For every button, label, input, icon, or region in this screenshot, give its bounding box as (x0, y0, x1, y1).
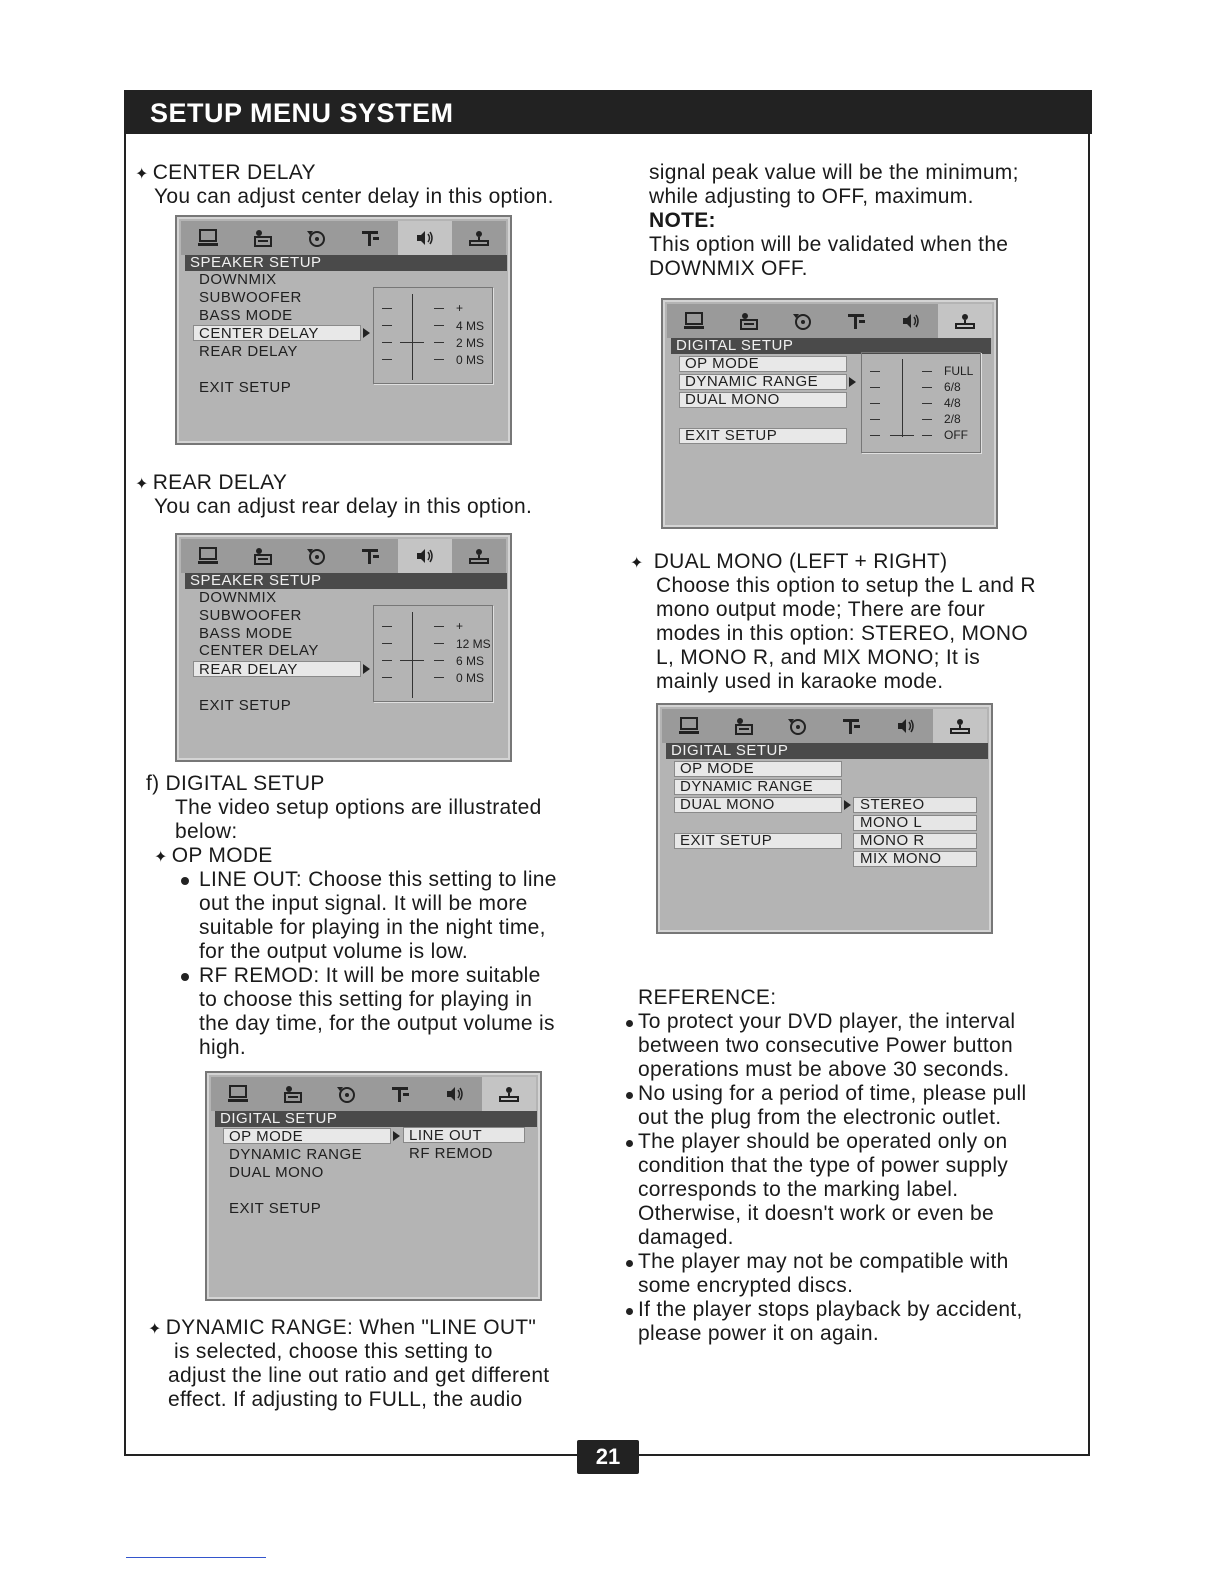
monitor-icon (181, 539, 235, 573)
speaker-person-icon (235, 539, 289, 573)
osd-item-downmix: DOWNMIX (199, 271, 277, 288)
op-mode-heading: ✦ OP MODE (154, 844, 273, 867)
header-bar (124, 90, 1092, 134)
disc-icon (289, 221, 343, 255)
osd-tabs (211, 1077, 536, 1111)
osd-item-dual-mono: DUAL MONO (685, 391, 780, 408)
rear-delay-desc: You can adjust rear delay in this option. (154, 495, 533, 518)
osd-item-subwoofer: SUBWOOFER (199, 289, 302, 306)
osd-item-downmix: DOWNMIX (199, 589, 277, 606)
osd-item-exit-setup: EXIT SETUP (685, 427, 778, 444)
osd-item-op-mode: OP MODE (229, 1128, 304, 1145)
osd-item-rear-delay: REAR DELAY (199, 661, 298, 678)
reference-text: To protect your DVD player, the interval (638, 1010, 1016, 1033)
dr-continued: signal peak value will be the minimum; (649, 161, 1019, 184)
osd-item-op-mode: OP MODE (680, 760, 755, 777)
disc-icon (770, 709, 824, 743)
level-label: 0 MS (456, 671, 485, 685)
disc-icon (775, 304, 829, 338)
speaker-person-icon (235, 221, 289, 255)
reference-text: The player should be operated only on (638, 1130, 1008, 1153)
bullet (181, 877, 189, 885)
osd-arrow (363, 328, 370, 338)
reference-text: damaged. (638, 1226, 734, 1249)
monitor-icon (211, 1077, 265, 1111)
level-label: 4 MS (456, 319, 485, 333)
dual-mono-text: mono output mode; There are four (656, 598, 986, 621)
dual-mono-text: Choose this option to setup the L and R (656, 574, 1036, 597)
volume-icon (398, 539, 452, 573)
bullet (626, 1092, 633, 1099)
reference-text: corresponds to the marking label. (638, 1178, 959, 1201)
center-delay-desc: You can adjust center delay in this option. (154, 185, 554, 208)
volume-icon (428, 1077, 482, 1111)
tools-icon (825, 709, 879, 743)
reference-label: REFERENCE: (638, 986, 777, 1009)
volume-icon (398, 221, 452, 255)
line-out-text: for the output volume is low. (199, 940, 469, 963)
osd-title-bar: DIGITAL SETUP (215, 1111, 537, 1127)
osd-option-line-out: LINE OUT (409, 1127, 483, 1144)
page-number: 21 (577, 1440, 639, 1474)
osd-op-mode (205, 1071, 542, 1301)
reference-text: some encrypted discs. (638, 1274, 854, 1297)
bullet (626, 1308, 633, 1315)
dynamic-range-text: adjust the line out ratio and get different (168, 1364, 550, 1387)
tools-icon (374, 1077, 428, 1111)
osd-option-mono-r: MONO R (860, 832, 925, 849)
rf-remod-text: the day time, for the output volume is (199, 1012, 555, 1035)
osd-item-dual-mono: DUAL MONO (229, 1164, 324, 1181)
footer-line (126, 1557, 266, 1558)
osd-title-bar: SPEAKER SETUP (185, 573, 507, 589)
digital-setup-heading: f) DIGITAL SETUP (146, 772, 325, 795)
line-out-text: LINE OUT: Choose this setting to line (199, 868, 557, 891)
osd-item-exit-setup: EXIT SETUP (199, 697, 292, 714)
preference-icon (452, 539, 506, 573)
preference-icon (938, 304, 992, 338)
osd-item-dynamic-range: DYNAMIC RANGE (680, 778, 814, 795)
reference-text: If the player stops playback by accident, (638, 1298, 1023, 1321)
dual-mono-text: modes in this option: STEREO, MONO (656, 622, 1028, 645)
bullet (626, 1260, 633, 1267)
note-text: DOWNMIX OFF. (649, 257, 808, 280)
preference-icon (933, 709, 987, 743)
osd-tabs (181, 539, 506, 573)
line-out-text: out the input signal. It will be more (199, 892, 528, 915)
line-out-text: suitable for playing in the night time, (199, 916, 546, 939)
preference-icon (482, 1077, 536, 1111)
tools-icon (344, 221, 398, 255)
disc-icon (319, 1077, 373, 1111)
osd-item-dynamic-range: DYNAMIC RANGE (229, 1146, 363, 1163)
bullet (181, 973, 189, 981)
osd-item-bass-mode: BASS MODE (199, 625, 293, 642)
osd-title-bar: SPEAKER SETUP (185, 255, 507, 271)
volume-icon (879, 709, 933, 743)
monitor-icon (667, 304, 721, 338)
level-label: + (456, 301, 464, 315)
preference-icon (452, 221, 506, 255)
osd-title-bar: DIGITAL SETUP (666, 743, 988, 759)
reference-text: between two consecutive Power button (638, 1034, 1014, 1057)
rf-remod-text: RF REMOD: It will be more suitable (199, 964, 541, 987)
osd-dynamic-range (661, 298, 998, 529)
dynamic-range-text: effect. If adjusting to FULL, the audio (168, 1388, 523, 1411)
osd-center-delay (175, 215, 512, 445)
reference-text: please power it on again. (638, 1322, 879, 1345)
level-label: 6 MS (456, 654, 485, 668)
dynamic-range-text: is selected, choose this setting to (174, 1340, 493, 1363)
osd-dual-mono (656, 703, 993, 934)
osd-item-exit-setup: EXIT SETUP (229, 1200, 322, 1217)
rf-remod-text: to choose this setting for playing in (199, 988, 533, 1011)
osd-item-op-mode: OP MODE (685, 355, 760, 372)
tools-icon (830, 304, 884, 338)
osd-rear-delay (175, 533, 512, 762)
note-text: This option will be validated when the (649, 233, 1009, 256)
osd-arrow (363, 664, 370, 674)
level-label: 2 MS (456, 336, 485, 350)
level-label: 0 MS (456, 353, 485, 367)
dr-continued: while adjusting to OFF, maximum. (649, 185, 974, 208)
speaker-person-icon (716, 709, 770, 743)
digital-setup-desc: below: (175, 820, 238, 843)
osd-tabs (667, 304, 992, 338)
reference-text: No using for a period of time, please pull (638, 1082, 1027, 1105)
page-title: SETUP MENU SYSTEM (150, 98, 454, 128)
osd-item-center-delay: CENTER DELAY (199, 325, 319, 342)
osd-item-dual-mono: DUAL MONO (680, 796, 775, 813)
level-label: 4/8 (944, 396, 961, 410)
level-label: FULL (944, 364, 974, 378)
tools-icon (344, 539, 398, 573)
rear-delay-heading: ✦ REAR DELAY (135, 471, 288, 494)
monitor-icon (181, 221, 235, 255)
osd-level-panel (861, 352, 981, 453)
level-label: 6/8 (944, 380, 961, 394)
speaker-person-icon (265, 1077, 319, 1111)
osd-arrow (844, 800, 851, 810)
rf-remod-text: high. (199, 1036, 247, 1059)
osd-tabs (181, 221, 506, 255)
reference-text: out the plug from the electronic outlet. (638, 1106, 1002, 1129)
center-delay-heading: ✦ CENTER DELAY (135, 161, 316, 184)
dual-mono-text: L, MONO R, and MIX MONO; It is (656, 646, 981, 669)
level-label: OFF (944, 428, 968, 442)
reference-text: Otherwise, it doesn't work or even be (638, 1202, 994, 1225)
osd-option-rf-remod: RF REMOD (409, 1145, 493, 1162)
osd-level-panel (373, 605, 493, 702)
osd-arrow (393, 1131, 400, 1141)
osd-arrow (849, 377, 856, 387)
dual-mono-heading: ✦ DUAL MONO (LEFT + RIGHT) (630, 550, 948, 573)
osd-item-dynamic-range: DYNAMIC RANGE (685, 373, 819, 390)
volume-icon (884, 304, 938, 338)
speaker-person-icon (721, 304, 775, 338)
digital-setup-desc: The video setup options are illustrated (175, 796, 542, 819)
bullet (626, 1140, 633, 1147)
level-label: 12 MS (456, 637, 491, 651)
osd-tabs (662, 709, 987, 743)
osd-item-exit-setup: EXIT SETUP (199, 379, 292, 396)
osd-item-subwoofer: SUBWOOFER (199, 607, 302, 624)
osd-option-mix-mono: MIX MONO (860, 850, 942, 867)
reference-text: The player may not be compatible with (638, 1250, 1009, 1273)
note-label: NOTE: (649, 209, 716, 232)
dynamic-range-heading: ✦ DYNAMIC RANGE: When "LINE OUT" (148, 1316, 537, 1339)
monitor-icon (662, 709, 716, 743)
osd-option-stereo: STEREO (860, 796, 925, 813)
reference-text: operations must be above 30 seconds. (638, 1058, 1010, 1081)
level-label: + (456, 619, 464, 633)
osd-level-panel (373, 287, 493, 384)
bullet (626, 1020, 633, 1027)
osd-option-mono-l: MONO L (860, 814, 923, 831)
osd-item-center-delay: CENTER DELAY (199, 642, 319, 659)
reference-text: condition that the type of power supply (638, 1154, 1009, 1177)
osd-item-exit-setup: EXIT SETUP (680, 832, 773, 849)
level-label: 2/8 (944, 412, 961, 426)
osd-item-bass-mode: BASS MODE (199, 307, 293, 324)
disc-icon (289, 539, 343, 573)
osd-title-bar: DIGITAL SETUP (671, 338, 991, 354)
dual-mono-text: mainly used in karaoke mode. (656, 670, 944, 693)
osd-item-rear-delay: REAR DELAY (199, 343, 298, 360)
